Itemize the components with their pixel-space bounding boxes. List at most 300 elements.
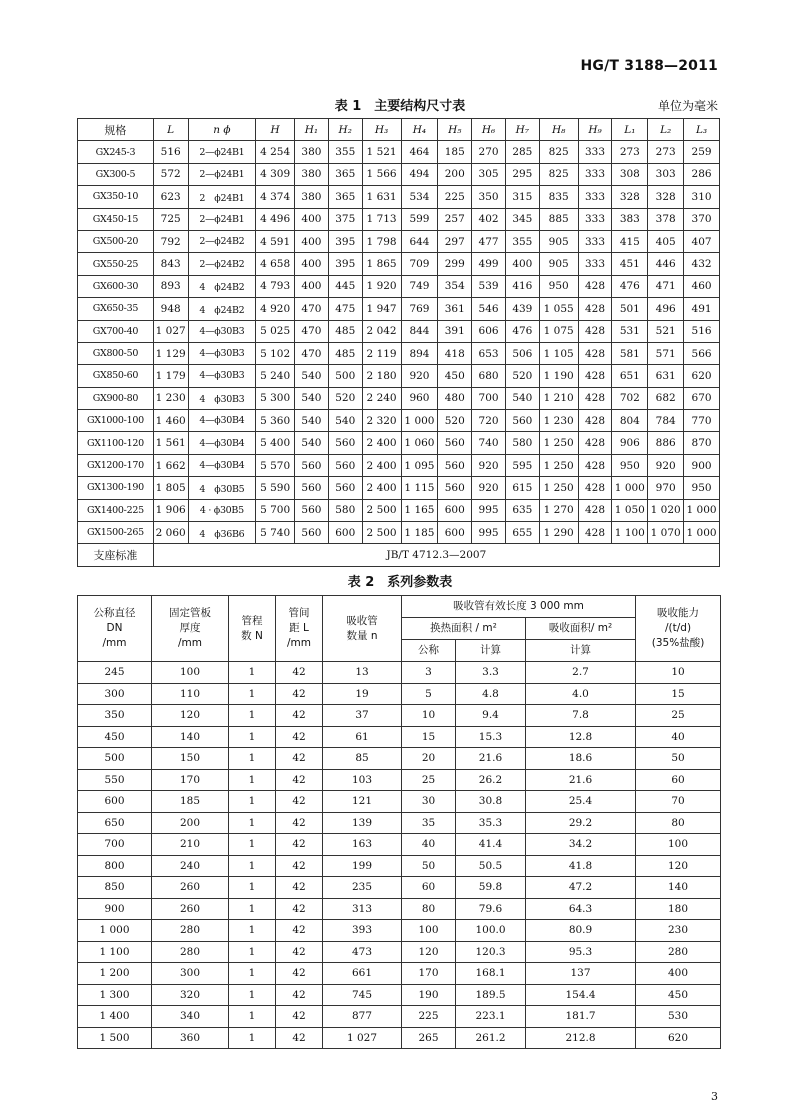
table-cell: 42 [276,748,323,770]
table-cell: 34.2 [526,834,636,856]
table-cell: 2 042 [362,320,401,342]
table-cell: 416 [505,275,539,297]
table-cell: 560 [295,522,329,544]
table-cell: 1 400 [78,1006,152,1028]
table-cell: 1 [229,705,276,727]
table-cell: 2 500 [362,522,401,544]
table-cell: 2 119 [362,342,401,364]
table-cell: 280 [152,920,229,942]
table-cell: 580 [505,432,539,454]
table-cell: 470 [295,320,329,342]
table-cell: 163 [323,834,402,856]
table-cell: 560 [328,432,362,454]
table-cell: 4 · ϕ30B5 [188,499,256,521]
table-cell: 35 [402,812,456,834]
table-cell: 4—ϕ30B3 [188,320,256,342]
table-cell: 653 [472,342,506,364]
table-cell: 5 [402,683,456,705]
table-cell: 5 700 [256,499,295,521]
table-cell: 170 [402,963,456,985]
table-cell: 520 [438,410,472,432]
table-cell: GX350-10 [78,186,154,208]
table-cell: 328 [648,186,684,208]
table-cell: 2—ϕ24B1 [188,208,256,230]
table-cell: 200 [438,163,472,185]
table-cell: 299 [438,253,472,275]
table-cell: 50 [402,855,456,877]
table-cell: 516 [684,320,720,342]
table-cell: 418 [438,342,472,364]
table-cell: 7.8 [526,705,636,727]
table-cell: 170 [152,769,229,791]
table-cell: 354 [438,275,472,297]
table-cell: 1 095 [401,454,438,476]
table-row [78,1027,721,1049]
table-cell: 137 [526,963,636,985]
table-cell: 1 165 [401,499,438,521]
table-cell: 42 [276,920,323,942]
table-cell: 25 [636,705,721,727]
table-cell: 41.4 [456,834,526,856]
table-cell: 800 [78,855,152,877]
table-row [78,454,720,476]
table-cell: 4 ϕ24B2 [188,275,256,297]
table-cell: 450 [438,365,472,387]
table-cell: GX850-60 [78,365,154,387]
table-cell: 428 [578,275,612,297]
table-cell: 240 [152,855,229,877]
table-cell: 1 000 [78,920,152,942]
table-cell: 70 [636,791,721,813]
table-cell: 1 460 [153,410,188,432]
table-cell: 661 [323,963,402,985]
table-cell: 2.7 [526,662,636,684]
table-cell: 521 [648,320,684,342]
table-cell: 1 230 [539,410,578,432]
table-row [78,855,721,877]
table-cell: 473 [323,941,402,963]
table-cell: 825 [539,163,578,185]
support-standard-label: 支座标准 [78,544,154,566]
table-cell: 470 [295,298,329,320]
table1-col-header: H₂ [328,119,362,141]
table-cell: 1 190 [539,365,578,387]
table-cell: 5 740 [256,522,295,544]
table-cell: 1 179 [153,365,188,387]
table-cell: 333 [578,253,612,275]
table-cell: 560 [505,410,539,432]
table-cell: 560 [438,454,472,476]
table-cell: 1 075 [539,320,578,342]
table-cell: 19 [323,683,402,705]
table-cell: 571 [648,342,684,364]
table-cell: 540 [328,410,362,432]
table-cell: 35.3 [456,812,526,834]
table-cell: 1 100 [612,522,648,544]
table-cell: 1 210 [539,387,578,409]
table-cell: 4 591 [256,230,295,252]
table1-footer-row [78,544,720,566]
nominal-header: 公称 [402,640,456,662]
table-cell: 340 [152,1006,229,1028]
table-cell: 1 250 [539,432,578,454]
table-cell: 1 290 [539,522,578,544]
table-cell: 42 [276,963,323,985]
table-cell: 200 [152,812,229,834]
table-cell: 95.3 [526,941,636,963]
table-cell: 4 374 [256,186,295,208]
table-cell: 395 [328,253,362,275]
table-cell: 600 [438,522,472,544]
table-cell: 494 [401,163,438,185]
table-cell: 150 [152,748,229,770]
support-standard-value: JB/T 4712.3—2007 [153,544,719,566]
table-cell: 360 [152,1027,229,1049]
table-cell: 446 [648,253,684,275]
table-cell: 709 [401,253,438,275]
table-cell: 2 400 [362,477,401,499]
table-cell: 1 561 [153,432,188,454]
table-cell: 560 [295,454,329,476]
table-cell: 21.6 [456,748,526,770]
table-cell: 25.4 [526,791,636,813]
table-cell: 1 920 [362,275,401,297]
table-cell: 1 947 [362,298,401,320]
table-cell: 745 [323,984,402,1006]
table-cell: 4 309 [256,163,295,185]
table-cell: 500 [328,365,362,387]
table-cell: 491 [684,298,720,320]
table-cell: 4 ϕ30B5 [188,477,256,499]
table-cell: 273 [612,141,648,163]
table-row [78,230,720,252]
table-cell: 720 [472,410,506,432]
table-cell: 1 798 [362,230,401,252]
table-cell: 189.5 [456,984,526,1006]
table-cell: 4 920 [256,298,295,320]
table-cell: 100.0 [456,920,526,942]
table-cell: 546 [472,298,506,320]
table-cell: 295 [505,163,539,185]
table-cell: 1 [229,748,276,770]
table-cell: 210 [152,834,229,856]
table-cell: 2—ϕ24B2 [188,230,256,252]
table-cell: GX1200-170 [78,454,154,476]
table-cell: 451 [612,253,648,275]
table-cell: 350 [472,186,506,208]
table-cell: 85 [323,748,402,770]
table1-col-header: L₂ [648,119,684,141]
table-cell: 2—ϕ24B1 [188,163,256,185]
table-cell: GX900-80 [78,387,154,409]
table-cell: 650 [78,812,152,834]
table-cell: 655 [505,522,539,544]
table-row [78,726,721,748]
table-cell: 560 [438,477,472,499]
table-cell: 670 [684,387,720,409]
table-cell: 566 [684,342,720,364]
table1-col-header: L [153,119,188,141]
table-cell: 100 [636,834,721,856]
table-cell: 1 [229,855,276,877]
table-cell: 190 [402,984,456,1006]
table-cell: GX1100-120 [78,432,154,454]
table-row [78,834,721,856]
table-cell: 950 [684,477,720,499]
absorption-area-header: 吸收面积/ m² [526,618,636,640]
table-cell: 1 [229,812,276,834]
heat-area-header: 换热面积 / m² [402,618,526,640]
table-row [78,877,721,899]
table1-col-header: H₄ [401,119,438,141]
table-cell: 623 [153,186,188,208]
table-cell: 1 [229,1006,276,1028]
table-cell: 2—ϕ24B2 [188,253,256,275]
table-cell: 285 [505,141,539,163]
table-cell: 850 [78,877,152,899]
table-cell: 4 793 [256,275,295,297]
table-row [78,898,721,920]
table-cell: 380 [295,186,329,208]
table-cell: 1 027 [153,320,188,342]
table-cell: 970 [648,477,684,499]
table-cell: 5 300 [256,387,295,409]
table-cell: 893 [153,275,188,297]
table1-unit: 单位为毫米 [657,99,718,113]
table-cell: 1 500 [78,1027,152,1049]
table-cell: 506 [505,342,539,364]
table-cell: 950 [539,275,578,297]
table1-col-header: n ϕ [188,119,256,141]
table-row [78,683,721,705]
table1-header-row [78,119,720,141]
table-cell: 4.0 [526,683,636,705]
table-cell: 606 [472,320,506,342]
table-cell: 1 [229,1027,276,1049]
table1-col-header: H₁ [295,119,329,141]
table-cell: 120.3 [456,941,526,963]
table-cell: 886 [648,432,684,454]
table-row [78,812,721,834]
table-cell: 1 631 [362,186,401,208]
table-cell: 4 496 [256,208,295,230]
table-cell: 391 [438,320,472,342]
table-cell: 471 [648,275,684,297]
table-cell: 1 [229,984,276,1006]
table-cell: 1 [229,941,276,963]
table-cell: GX1400-225 [78,499,154,521]
table-cell: 4—ϕ30B3 [188,342,256,364]
table-cell: 439 [505,298,539,320]
table-cell: 477 [472,230,506,252]
table-cell: 168.1 [456,963,526,985]
table-cell: 400 [636,963,721,985]
table-cell: 18.6 [526,748,636,770]
table-cell: 894 [401,342,438,364]
table-cell: 361 [438,298,472,320]
table-cell: 64.3 [526,898,636,920]
table1-col-header: H₅ [438,119,472,141]
table-cell: 560 [295,477,329,499]
table-cell: 400 [295,230,329,252]
table-cell: 615 [505,477,539,499]
table-cell: 15.3 [456,726,526,748]
table-cell: 428 [578,410,612,432]
table-row [78,387,720,409]
table-cell: 29.2 [526,812,636,834]
table-row [78,163,720,185]
table-cell: 30 [402,791,456,813]
table-cell: 476 [505,320,539,342]
table-cell: 15 [636,683,721,705]
table-cell: 2 240 [362,387,401,409]
table-cell: 2 ϕ24B1 [188,186,256,208]
table-cell: 520 [328,387,362,409]
table-cell: 5 590 [256,477,295,499]
table-cell: 139 [323,812,402,834]
table-cell: 370 [684,208,720,230]
table-cell: 1 [229,834,276,856]
table-cell: 261.2 [456,1027,526,1049]
table-cell: 1 [229,920,276,942]
table-cell: 280 [152,941,229,963]
table-cell: 460 [684,275,720,297]
table-cell: 80 [402,898,456,920]
table1-col-header: L₃ [684,119,720,141]
table-cell: 1 250 [539,477,578,499]
table-cell: 635 [505,499,539,521]
table-cell: GX500-20 [78,230,154,252]
table-cell: 1 020 [648,499,684,521]
table-cell: 4—ϕ30B4 [188,432,256,454]
table-cell: 1 185 [401,522,438,544]
table-cell: 920 [472,477,506,499]
table-cell: GX1300-190 [78,477,154,499]
table-cell: 1 906 [153,499,188,521]
table-cell: GX800-50 [78,342,154,364]
table-cell: 885 [539,208,578,230]
table-cell: 21.6 [526,769,636,791]
table-cell: 520 [505,365,539,387]
table-cell: 380 [295,141,329,163]
table-cell: 900 [78,898,152,920]
tube-pitch-header: 管间 距 L /mm [276,596,323,662]
table-row [78,186,720,208]
table-cell: 1 230 [153,387,188,409]
effective-length-header: 吸收管有效长度 3 000 mm [402,596,636,618]
table-cell: 948 [153,298,188,320]
table-cell: 428 [578,298,612,320]
table-cell: 223.1 [456,1006,526,1028]
table-cell: 80.9 [526,920,636,942]
table-row [78,410,720,432]
table-row [78,477,720,499]
table1-title: 表 1 主要结构尺寸表 [334,99,466,114]
table-cell: 120 [636,855,721,877]
table-cell: 407 [684,230,720,252]
table-cell: 303 [648,163,684,185]
table-row [78,941,721,963]
table-cell: 600 [78,791,152,813]
table-cell: 450 [78,726,152,748]
table-cell: 501 [612,298,648,320]
table-cell: 1 566 [362,163,401,185]
table-cell: 5 360 [256,410,295,432]
table-row [78,141,720,163]
table-cell: 1 [229,791,276,813]
table-cell: 400 [295,253,329,275]
table-cell: 770 [684,410,720,432]
table-row [78,253,720,275]
table-cell: 4—ϕ30B4 [188,410,256,432]
table-cell: 2 400 [362,454,401,476]
table-cell: 844 [401,320,438,342]
table-cell: 393 [323,920,402,942]
page-number: 3 [711,1090,718,1103]
table-cell: 1 060 [401,432,438,454]
table-cell: 700 [472,387,506,409]
table-cell: 61 [323,726,402,748]
table-cell: 42 [276,984,323,1006]
table-cell: 4 ϕ36B6 [188,522,256,544]
table-cell: 906 [612,432,648,454]
table-cell: 4—ϕ30B4 [188,454,256,476]
table-cell: 154.4 [526,984,636,1006]
table-cell: 286 [684,163,720,185]
table-cell: 2 400 [362,432,401,454]
table-row [78,320,720,342]
table-cell: 870 [684,432,720,454]
table-cell: 485 [328,320,362,342]
table-cell: 2 060 [153,522,188,544]
table-cell: 476 [612,275,648,297]
table-cell: 1 521 [362,141,401,163]
table-cell: 265 [402,1027,456,1049]
table-cell: 400 [295,208,329,230]
table-cell: 402 [472,208,506,230]
table-cell: 644 [401,230,438,252]
table-cell: GX1000-100 [78,410,154,432]
table-row [78,342,720,364]
table-cell: 12.8 [526,726,636,748]
table-cell: 920 [648,454,684,476]
tube-passes-header: 管程 数 N [229,596,276,662]
table2-title: 表 2 系列参数表 [347,575,453,590]
table-cell: 2 320 [362,410,401,432]
table-cell: 700 [78,834,152,856]
table-cell: 1 250 [539,454,578,476]
table-cell: 5 240 [256,365,295,387]
table-cell: 784 [648,410,684,432]
table-cell: 400 [505,253,539,275]
table-cell: 540 [295,410,329,432]
table-cell: 270 [472,141,506,163]
table-cell: 1 115 [401,477,438,499]
table-cell: 1 662 [153,454,188,476]
table-cell: 539 [472,275,506,297]
table-cell: 60 [402,877,456,899]
table-cell: 835 [539,186,578,208]
table-cell: 30.8 [456,791,526,813]
table-cell: 42 [276,1006,323,1028]
table-cell: 320 [152,984,229,1006]
table-row [78,791,721,813]
table1-col-header: 规格 [78,119,154,141]
table-cell: 1 865 [362,253,401,275]
table1-col-header: L₁ [612,119,648,141]
table-cell: 20 [402,748,456,770]
table-cell: 1 [229,726,276,748]
